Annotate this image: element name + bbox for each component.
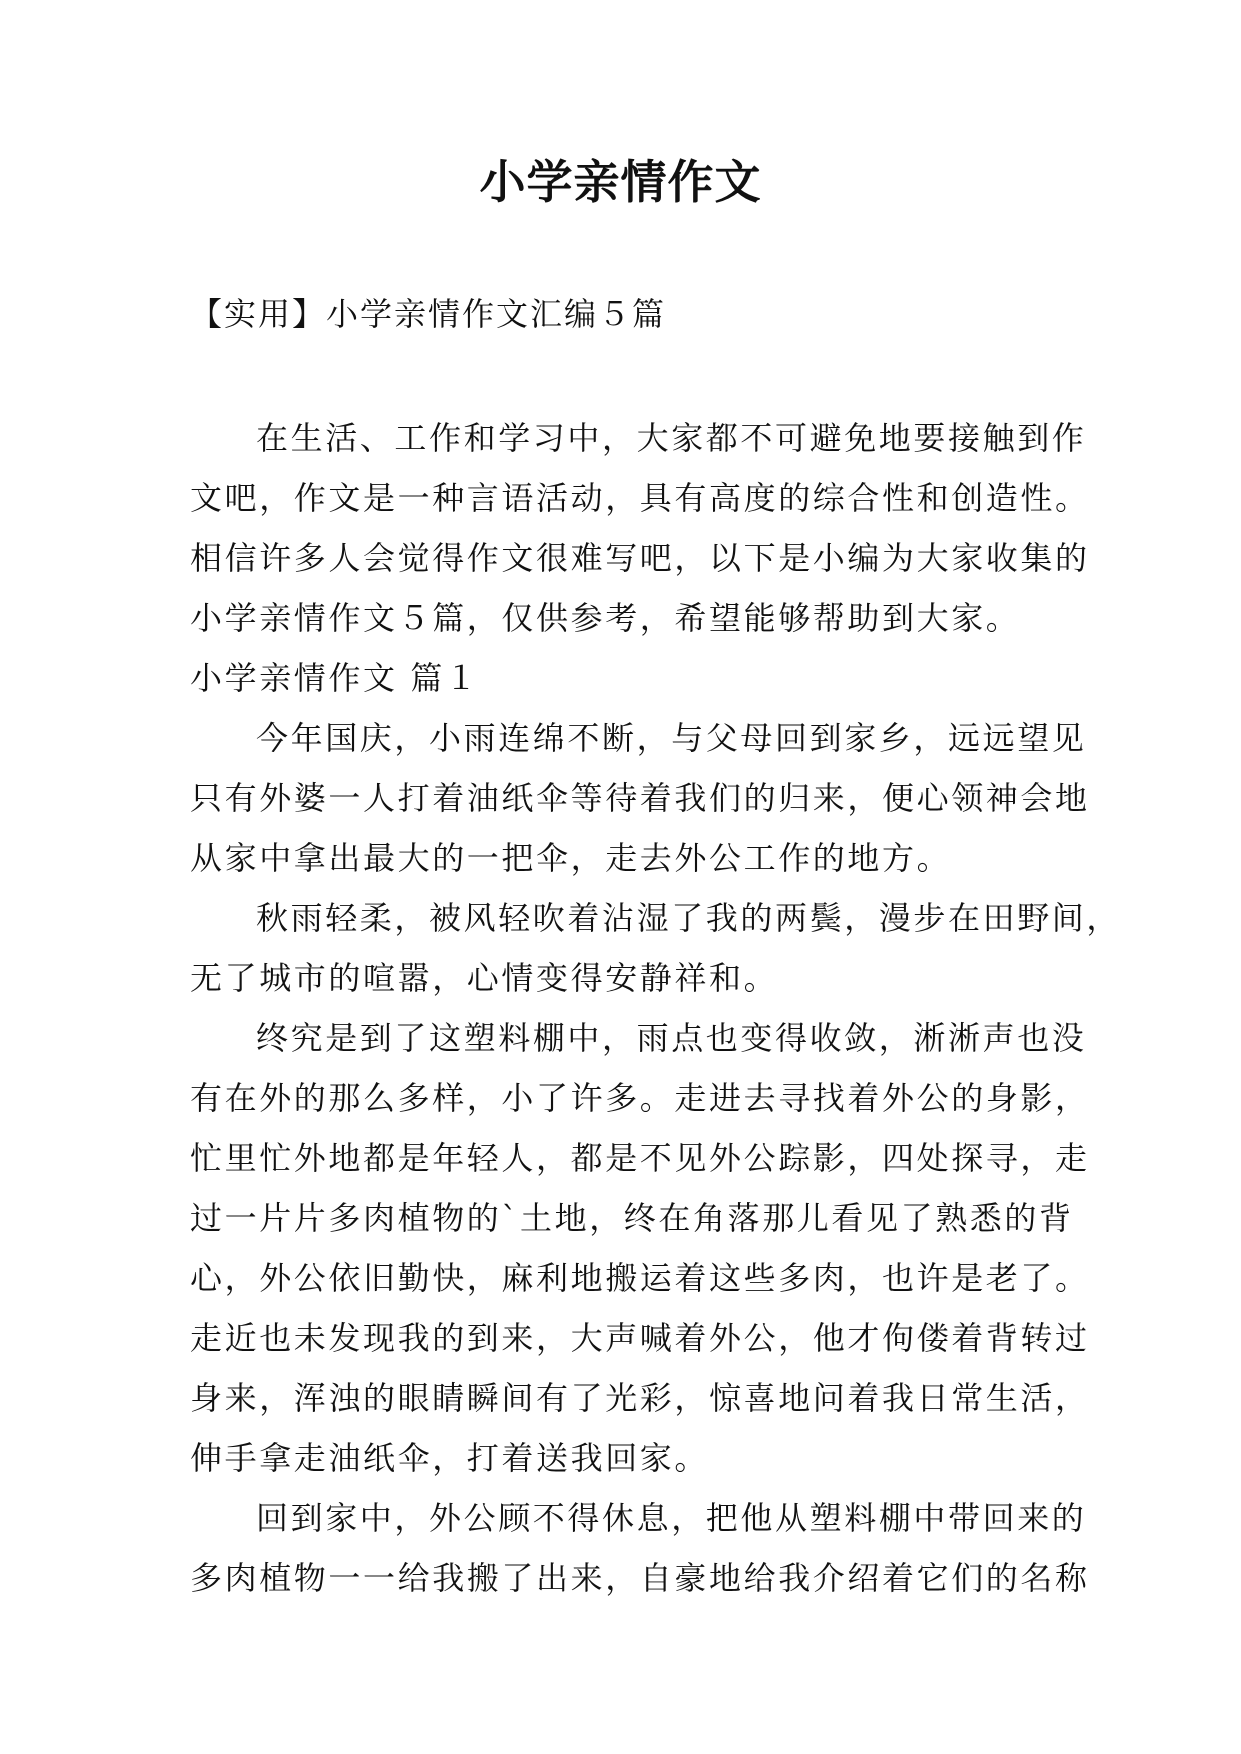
- body-text-line: 小学亲情作文 篇１: [190, 659, 480, 697]
- body-text-line: 过一片片多肉植物的`土地，终在角落那儿看见了熟悉的背: [190, 1199, 1074, 1237]
- body-text-line: 心，外公依旧勤快，麻利地搬运着这些多肉，也许是老了。: [190, 1259, 1090, 1297]
- body-text-line: 回到家中，外公顾不得休息，把他从塑料棚中带回来的: [256, 1499, 1087, 1537]
- document-subtitle: 【实用】小学亲情作文汇编５篇: [190, 295, 667, 333]
- body-text-line: 文吧，作文是一种言语活动，具有高度的综合性和创造性。: [190, 479, 1090, 517]
- body-text-line: 忙里忙外地都是年轻人，都是不见外公踪影，四处探寻，走: [190, 1139, 1090, 1177]
- body-text-line: 今年国庆，小雨连绵不断，与父母回到家乡，远远望见: [256, 719, 1087, 757]
- body-text-line: 有在外的那么多样，小了许多。走进去寻找着外公的身影，: [190, 1079, 1090, 1117]
- document-title: 小学亲情作文: [479, 155, 762, 209]
- body-text-line: 在生活、工作和学习中，大家都不可避免地要接触到作: [256, 419, 1087, 457]
- body-text-line: 多肉植物一一给我搬了出来，自豪地给我介绍着它们的名称: [190, 1559, 1090, 1597]
- body-text-line: 只有外婆一人打着油纸伞等待着我们的归来，便心领神会地: [190, 779, 1090, 817]
- body-text-line: 身来，浑浊的眼睛瞬间有了光彩，惊喜地问着我日常生活，: [190, 1379, 1090, 1417]
- body-text-line: 走近也未发现我的到来，大声喊着外公，他才佝偻着背转过: [190, 1319, 1090, 1357]
- body-text-line: 无了城市的喧嚣，心情变得安静祥和。: [190, 959, 779, 997]
- body-text-line: 相信许多人会觉得作文很难写吧，以下是小编为大家收集的: [190, 539, 1090, 577]
- body-text-line: 伸手拿走油纸伞，打着送我回家。: [190, 1439, 710, 1477]
- document-body: [190, 408, 1122, 1608]
- body-text-line: 终究是到了这塑料棚中，雨点也变得收敛，淅淅声也没: [256, 1019, 1087, 1057]
- body-text-line: 从家中拿出最大的一把伞，走去外公工作的地方。: [190, 839, 952, 877]
- body-text-line: 小学亲情作文５篇，仅供参考，希望能够帮助到大家。: [190, 599, 1021, 637]
- body-text-line: 秋雨轻柔，被风轻吹着沾湿了我的两鬓，漫步在田野间，: [256, 899, 1122, 937]
